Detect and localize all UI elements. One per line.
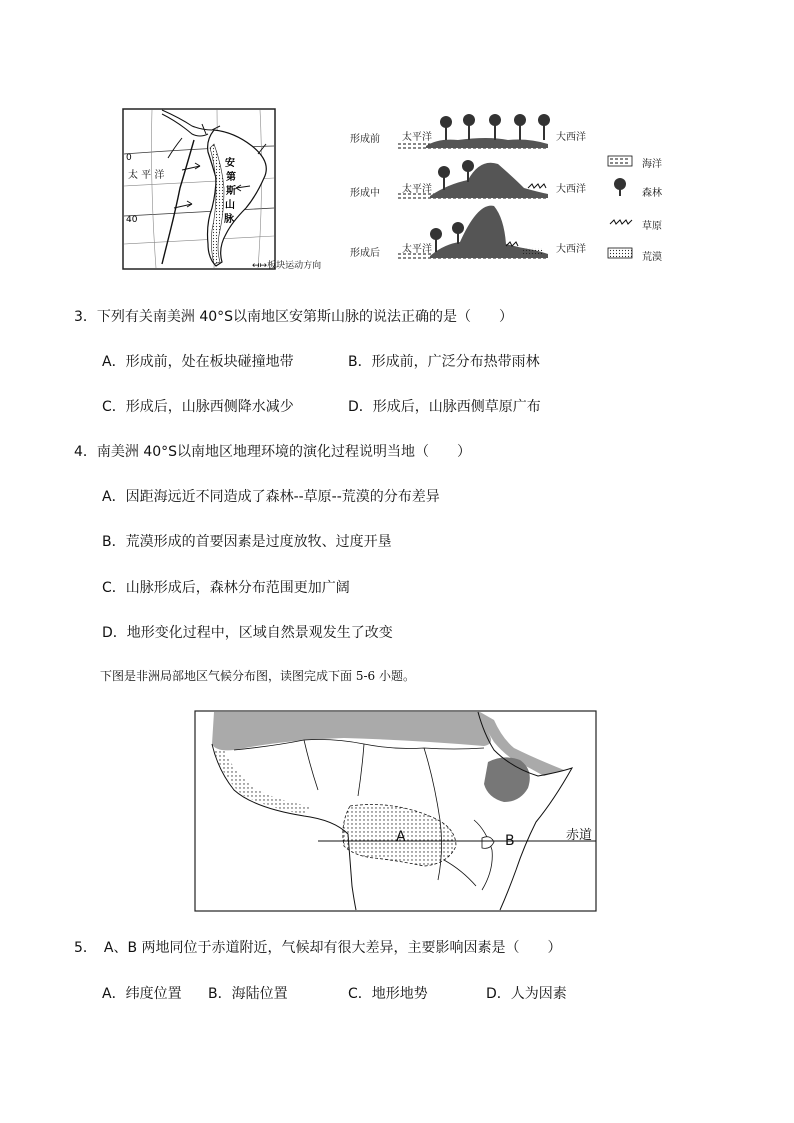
question-5-option-a[interactable]: A．纬度位置 xyxy=(102,986,182,1002)
andes-char-2: 第 xyxy=(226,172,236,183)
question-3-option-b[interactable]: B．形成前，广泛分布热带雨林 xyxy=(348,354,540,370)
desert-icon xyxy=(608,248,632,258)
question-5-option-d[interactable]: D．人为因素 xyxy=(486,986,567,1002)
question-4-stem: 4．南美洲 40°S以南地区地理环境的演化过程说明当地（ ） xyxy=(74,444,472,460)
question-3-option-c[interactable]: C．形成后，山脉西侧降水减少 xyxy=(102,399,294,415)
ocean-left-during: 太平洋 xyxy=(402,184,432,195)
plate-motion-label: 板块运动方向 xyxy=(267,261,322,271)
question-5-option-c[interactable]: C．地形地势 xyxy=(348,986,428,1002)
africa-climate-map xyxy=(194,710,597,912)
point-b-label: B xyxy=(505,833,515,849)
ocean-icon xyxy=(608,156,632,166)
ocean-right-after: 大西洋 xyxy=(556,244,586,255)
lat-0-label: 0 xyxy=(126,153,132,163)
figure-2-intro: 下图是非洲局部地区气候分布图，读图完成下面 5-6 小题。 xyxy=(100,669,415,683)
ocean-label: 太 平 洋 xyxy=(128,170,165,181)
lat-40-label: 40 xyxy=(126,215,138,225)
andes-char-5: 脉 xyxy=(224,214,234,225)
stage-label-during: 形成中 xyxy=(350,188,380,199)
stage-label-after: 形成后 xyxy=(350,248,380,259)
ocean-right-before: 大西洋 xyxy=(556,132,586,143)
profile-legend xyxy=(606,150,686,270)
question-3-option-d[interactable]: D．形成后，山脉西侧草原广布 xyxy=(348,399,541,415)
question-3-stem: 3．下列有关南美洲 40°S以南地区安第斯山脉的说法正确的是（ ） xyxy=(74,309,514,325)
andes-char-4: 山 xyxy=(225,200,235,211)
question-3-option-a[interactable]: A．形成前，处在板块碰撞地带 xyxy=(102,354,294,370)
ocean-left-after: 太平洋 xyxy=(402,244,432,255)
equator-label: 赤道 xyxy=(566,828,593,843)
question-4-option-d[interactable]: D．地形变化过程中，区域自然景观发生了改变 xyxy=(102,625,393,641)
south-america-map xyxy=(122,108,276,270)
forest-icon xyxy=(614,178,626,196)
question-4-option-a[interactable]: A．因距海远近不同造成了森林--草原--荒漠的分布差异 xyxy=(102,489,440,505)
legend-grassland-label: 草原 xyxy=(642,221,662,232)
plate-motion-legend xyxy=(252,258,321,272)
legend-ocean-label: 海洋 xyxy=(642,159,662,170)
legend-desert-label: 荒漠 xyxy=(642,252,662,263)
question-5-option-b[interactable]: B．海陆位置 xyxy=(208,986,288,1002)
legend-forest-label: 森林 xyxy=(642,188,662,199)
profile-diagram xyxy=(348,108,598,270)
stage-label-before: 形成前 xyxy=(350,134,380,145)
ocean-right-during: 大西洋 xyxy=(556,184,586,195)
question-5-stem: 5． A、B 两地同位于赤道附近，气候却有很大差异，主要影响因素是（ ） xyxy=(74,940,562,956)
ocean-left-before: 太平洋 xyxy=(402,132,432,143)
andes-char-1: 安 xyxy=(225,158,235,169)
question-4-option-c[interactable]: C．山脉形成后，森林分布范围更加广阔 xyxy=(102,580,350,596)
grassland-icon xyxy=(610,220,632,224)
plate-motion-arrow-icon: ↤↦ xyxy=(252,261,268,271)
question-4-option-b[interactable]: B．荒漠形成的首要因素是过度放牧、过度开垦 xyxy=(102,534,392,550)
point-a-label: A xyxy=(396,829,406,845)
andes-char-3: 斯 xyxy=(226,186,236,197)
